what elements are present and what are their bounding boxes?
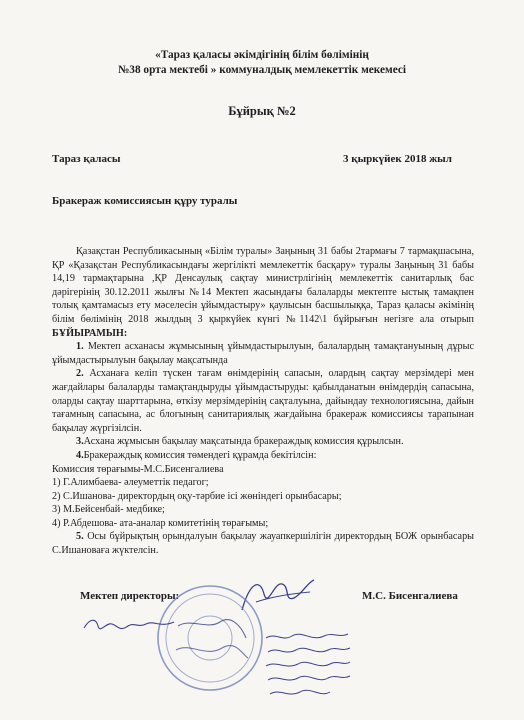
member-2: 2) С.Ишанова- директордың оқу-тәрбие ісі жөніндегі орынбасары;: [52, 490, 342, 502]
item-text: Асханаға келіп түскен тағам өнімдерінің сапасын, олардың сақтау мерзімдері мен жағдайлары балаларды тамақтандыруды ұйымдастыруды: қабылданатын өнімдердің сапасына, оларды сақтау шарттарына, өткізу мерзімдерінің сақталуына, дайындау технологиясына, дайын тағамның сапасына, ас блогының санитариялық жағдайына бракераж комиссиясы тарапынан бақылау жүргізілсін.: [52, 368, 475, 434]
order-item-4: [52, 449, 474, 463]
member-1: 1) Г.Алимбаева- әлеуметтік педагог;: [52, 477, 209, 489]
preamble-paragraph: [52, 245, 474, 340]
subject-line: Бракераж комиссиясын құру туралы: [52, 195, 238, 207]
date-label: 3 қыркүйек 2018 жыл: [343, 153, 452, 165]
signature-role: Мектеп директоры:: [80, 590, 180, 602]
item-text: Мектеп асханасы жұмысының ұйымдастырылуын, балалардың тамақтануының дұрыс ұйымдастырылуын бақылау мақсатында: [52, 341, 474, 366]
official-stamp: [150, 578, 270, 698]
order-word: БҰЙЫРАМЫН:: [52, 327, 128, 339]
item-text: Бракераждық комиссия төмендегі құрамда бекітілсін:: [83, 449, 317, 461]
document-title: Бұйрық №2: [228, 104, 296, 118]
item-number: 1.: [76, 341, 84, 353]
preamble-text: Қазақстан Республикасының «Білім туралы» Заңының 31 бабы 2тармағы 7 тармақшасына, ҚР «Қазақстан Республикасындағы жергілікті мемлекеттік басқару» туралы Заңының 31 бабы 14,19 тармақтарына ,ҚР Денсаулық сақтау министрлігінің мемлекеттік санитарлық бас дәрігерінің 30.12.2011 жылғы №14 Мектеп жасындағы балаларды мектепте ыстық тамақпен толық қамтамасыз ету мәселесін ұйымдастыру» қаулысын басшылыққа, Тараз қаласы әкімінің білім бөлімінің 2018 жылдың 3 қыркүйек күнгі №1142\1 бұйрығын негізге ала отырып: [52, 246, 474, 325]
member-3: 3) М.Бейсенбай- медбике;: [52, 504, 165, 516]
order-body: [52, 245, 474, 558]
item-number: 4.: [76, 449, 84, 461]
order-item-1: [52, 340, 474, 367]
header-line-2: №38 орта мектебі » коммуналдық мемлекеттік мекемесі: [117, 64, 407, 76]
header-line-1: «Тараз қаласы әкімдігінің білім бөлімінің: [155, 49, 369, 61]
commission-head: Комиссия төрағымы-М.С.Бисенгалиева: [52, 463, 224, 475]
place-label: Тараз қаласы: [52, 153, 121, 165]
item-text: Асхана жұмысын бақылау мақсатында бракераждық комиссия құрылсын.: [83, 436, 404, 448]
order-item-5: [52, 530, 474, 557]
signature-name: М.С. Бисенгалиева: [362, 590, 458, 602]
order-item-3: [52, 435, 474, 449]
item-number: 5.: [76, 531, 84, 543]
handwritten-note-left: [82, 612, 177, 638]
handwritten-acknowledgements: [262, 628, 352, 708]
item-text: Осы бұйрықтың орындалуын бақылау жауапкершілігін директордың БОЖ орынбасары С.Ишановаға жүктелсін.: [52, 531, 475, 557]
order-item-2: [52, 367, 474, 435]
item-number: 2.: [76, 368, 84, 380]
item-number: 3.: [76, 436, 84, 448]
member-4: 4) Р.Абдешова- ата-аналар комитетінің төрағымы;: [52, 517, 269, 529]
